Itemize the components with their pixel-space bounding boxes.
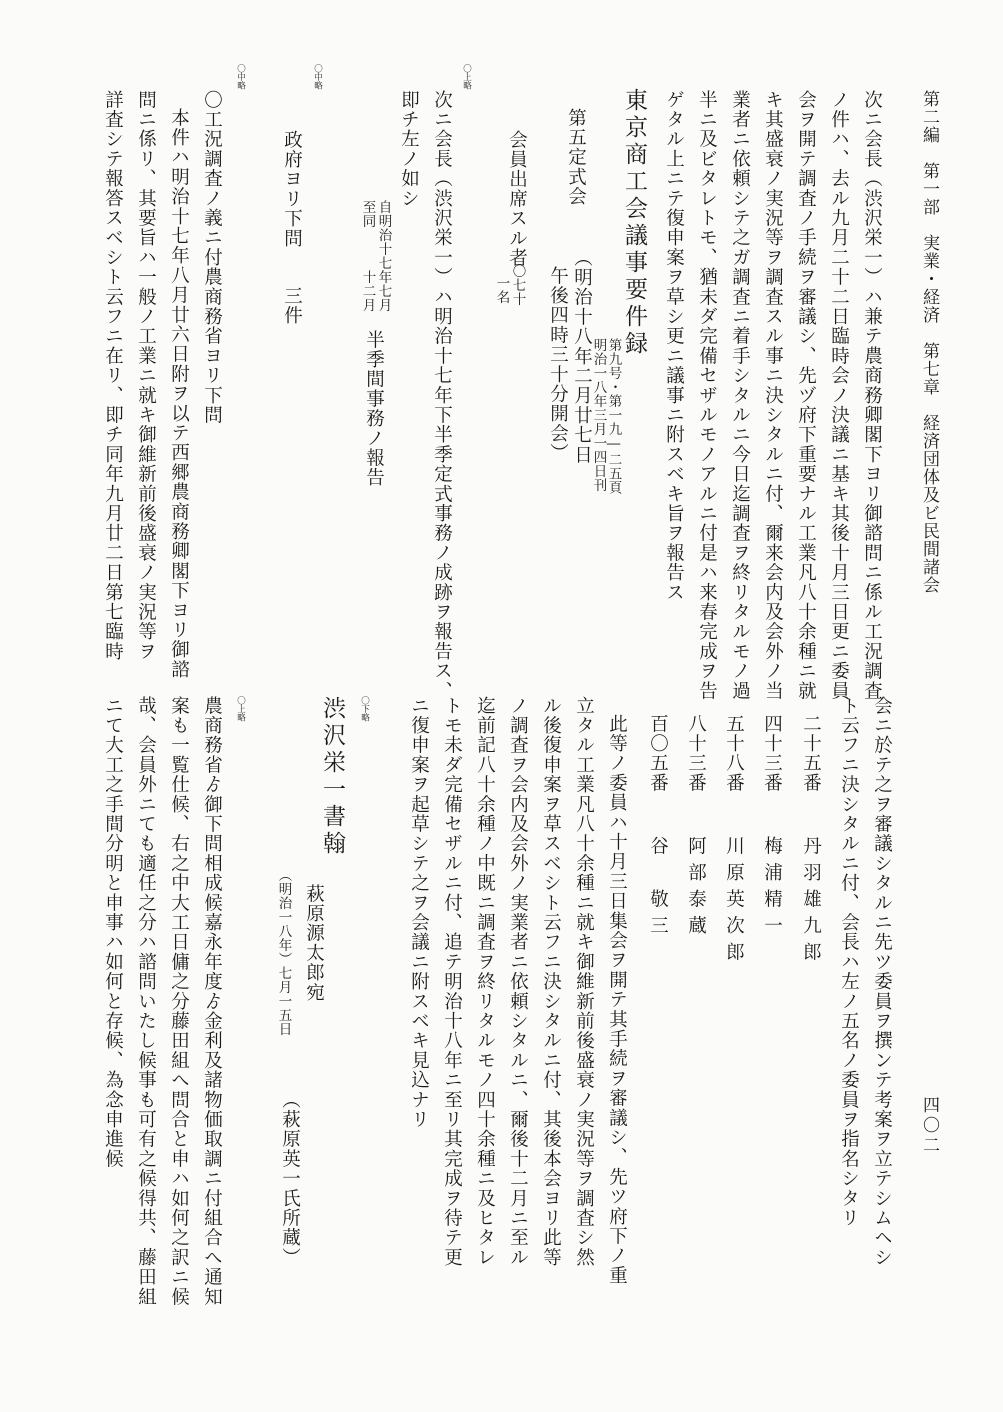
page-number: 四〇二 (919, 1096, 939, 1156)
text-column: 業者ニ依頼シテ之ガ調査ニ着手シタルニ今日迄調査ヲ終リタルモノ過 (729, 90, 751, 701)
member-number: 五十八番 (723, 714, 745, 793)
member-name: 丹羽雄九郎 (800, 836, 822, 969)
text-column: ゲタル上ニテ復申案ヲ草シ更ニ議事ニ附スベキ旨ヲ報告ス (663, 90, 685, 603)
omission-mark: 〇中略 (235, 64, 246, 90)
text-column: トモ未ダ完備セザルニ付、追テ明治十八年ニ至リ其完成ヲ待テ更 (441, 696, 463, 1268)
text-column: 即チ左ノ如シ (398, 90, 420, 209)
member-number: 四十三番 (761, 714, 783, 793)
letter-title: 渋沢栄一書翰 (319, 696, 345, 858)
text-column: 会ヲ開テ調査ノ手続ヲ審議シ、先ヅ府下重要ナル工業凡八十余種ニ就 (795, 90, 817, 701)
text-column: ノ調査ヲ会内及会外ノ実業者ニ依頼シタルニ、爾後十二月ニ至ル (507, 696, 529, 1268)
meeting-name: 第五定式会 (565, 108, 587, 207)
attendance-count: 〇七十 (509, 264, 526, 306)
text-column: キ其盛衰ノ実況等ヲ調査スル事ニ決シタルニ付、爾来会内及会外ノ当 (762, 90, 784, 701)
letter-text-column: 案も一覧仕候、右之中大工日傭之分藤田組へ問合と申ハ如何之訳ニ候 (168, 696, 190, 1307)
gov-inquiry-count: 三件 (281, 286, 303, 326)
text-column: ル後復申案ヲ草スベシト云フニ決シタルニ付、其後本会ヨリ此等 (540, 696, 562, 1268)
text-column: 〇工況調査ノ義ニ付農商務省ヨリ下問 (201, 90, 223, 425)
omission-mark: 〇上略 (461, 64, 472, 90)
text-column: 此等ノ委員ハ十月三日集会ヲ開テ其手続ヲ審議シ、先ツ府下ノ重 (606, 714, 628, 1286)
letter-text-column: 哉、会員外ニても適任之分ハ諮問いたし候事も可有之候得共、藤田組 (135, 696, 157, 1307)
attendance-unit: 一名 (493, 276, 510, 304)
omission-mark: 〇上略 (235, 696, 246, 722)
text-column: ニ復申案ヲ起草シテ之ヲ会議ニ附スベキ見込ナリ (408, 696, 430, 1130)
period-from: 自明治十七年七月 (375, 200, 392, 312)
running-head: 第二編 第一部 実業・経済 第七章 経済団体及ビ民間諸会 (919, 90, 939, 594)
member-name: 谷 敬三 (647, 836, 669, 942)
gov-inquiry-label: 政府ヨリ下問 (281, 130, 303, 249)
letter-owner: （萩原英一氏所蔵） (279, 1090, 301, 1268)
meeting-date: （明治十八年二月廿七日 (571, 248, 593, 465)
omission-mark: 〇中略 (312, 64, 323, 90)
member-number: 百〇五番 (647, 714, 669, 793)
text-column: 詳査シテ報答スベシト云フニ在リ、即チ同年九月廿二日第七臨時 (102, 90, 124, 662)
text-column: ノ件ハ、去ル九月二十二日臨時会ノ決議ニ基キ其後十月三日更ニ委員 (828, 90, 850, 701)
letter-date: （明治一八年）七月一五日 (275, 868, 292, 1036)
meeting-time: 午後四時三十分開会） (547, 266, 569, 463)
text-column: ト云フニ決シタルニ付、会長ハ左ノ五名ノ委員ヲ指名シタリ (838, 696, 860, 1228)
text-column: 立タル工業凡八十余種ニ就キ御維新前後盛衰ノ実況等ヲ調査シ然 (573, 696, 595, 1268)
text-column: 半ニ及ビタレトモ、猶未ダ完備セザルモノアルニ付是ハ来春完成ヲ告 (696, 90, 718, 701)
text-column: 迄前記八十余種ノ中既ニ調査ヲ終リタルモノ四十余種ニ及ヒタレ (474, 696, 496, 1268)
member-name: 阿部泰蔵 (685, 836, 707, 942)
text-column: 本件ハ明治十七年八月廿六日附ヲ以テ西郷農商務卿閣下ヨリ御諮 (168, 108, 190, 680)
member-number: 八十三番 (685, 714, 707, 793)
source-title: 東京商工会議事要件録 (621, 88, 647, 358)
text-column: 次ニ会長（渋沢栄一）ハ兼テ農商務卿閣下ヨリ御諮問ニ係ル工況調査 (861, 90, 883, 701)
member-name: 川原英次郎 (723, 836, 745, 969)
member-number: 二十五番 (800, 714, 822, 793)
text-column: 次ニ会長（渋沢栄一）ハ明治十七年下半季定式事務ノ成跡ヲ報告ス、 (431, 90, 453, 701)
source-reference: 明治一八年三月一四日刊 (590, 338, 607, 492)
period-to: 至同 十二月 (359, 200, 376, 312)
letter-recipient: 萩原源太郎宛 (303, 884, 325, 1003)
source-reference: 第九号・第一九―二五頁 (605, 338, 622, 495)
period-title: 半季間事務ノ報告 (363, 330, 385, 488)
text-column: 会ニ於テ之ヲ審議シタルニ先ツ委員ヲ撰ンテ考案ヲ立テシムヘシ (871, 696, 893, 1268)
attendance-label: 会員出席スル者 (506, 130, 528, 268)
text-column: 問ニ係リ、其要旨ハ一般ノ工業ニ就キ御維新前後盛衰ノ実況等ヲ (135, 90, 157, 662)
letter-text-column: ニて大工之手間分明と申事ハ如何と存候、為念申進候 (102, 696, 124, 1169)
omission-mark: 〇下略 (359, 696, 370, 722)
letter-text-column: 農商務省ゟ御下問相成候嘉永年度ゟ金利及諸物価取調ニ付組合へ通知 (201, 696, 223, 1307)
member-name: 梅浦精一 (761, 836, 783, 942)
